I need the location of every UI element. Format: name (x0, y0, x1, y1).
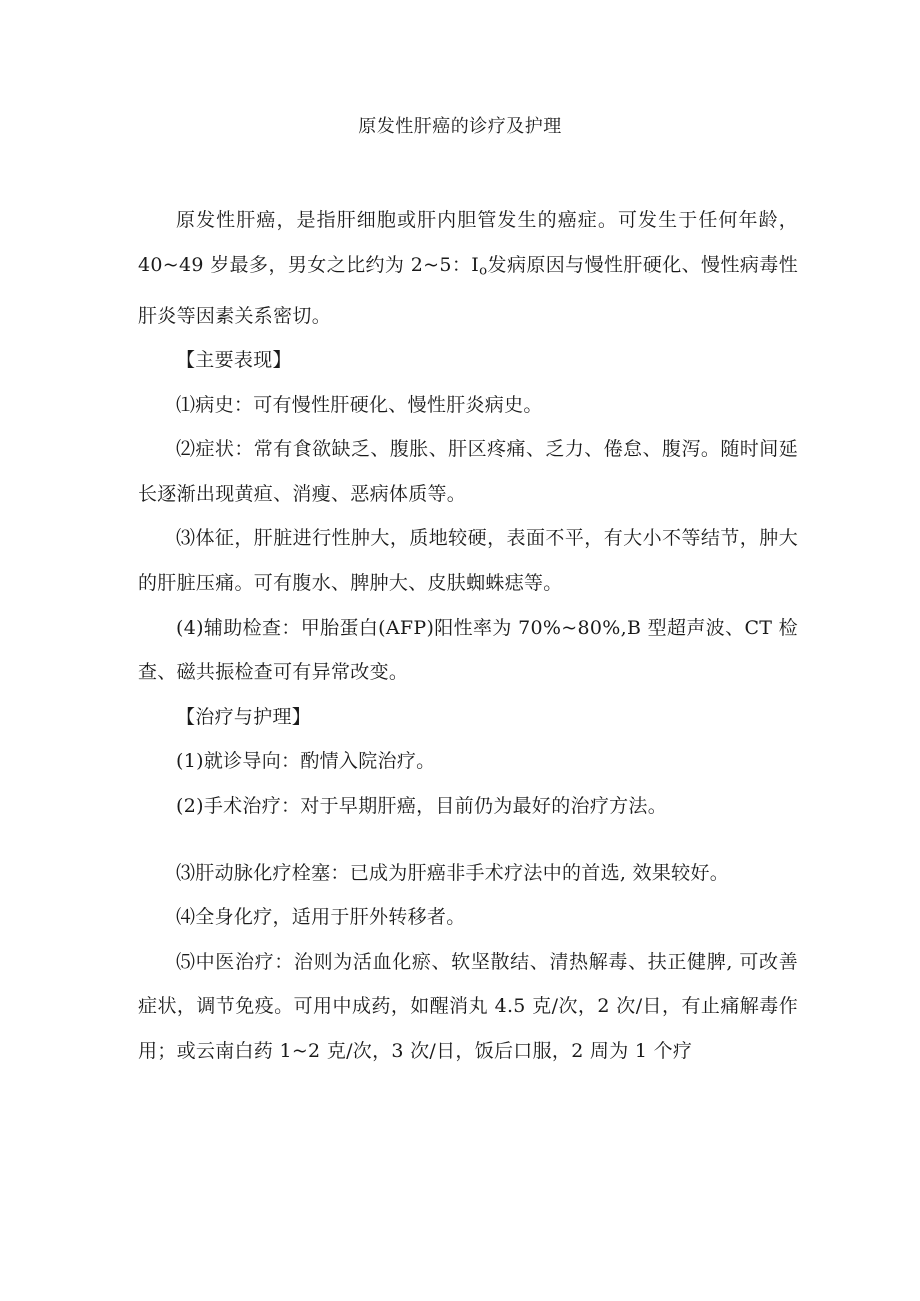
intro-text-b: 发病原因与慢性肝硬化、慢性病毒性肝炎等因素关系密切。 (138, 253, 798, 327)
section-heading-symptoms: 【主要表现】 (176, 349, 292, 372)
treatment-item-surgery: (2)手术治疗：对于早期肝癌，目前仍为最好的治疗方法。 (176, 795, 668, 818)
section-heading-treatment: 【治疗与护理】 (176, 705, 312, 728)
treatment-item-guidance: (1)就诊导向：酌情入院治疗。 (176, 750, 436, 773)
intro-paragraph (138, 198, 798, 338)
symptoms-item-symptoms: ⑵症状：常有食欲缺乏、腹胀、肝区疼痛、乏力、倦怠、腹泻。随时间延长逐渐出现黄疸、消瘦、恶病体质等。 (138, 438, 798, 505)
symptoms-item-tests: (4)辅助检查：甲胎蛋白(AFP)阳性率为 70%~80%,B 型超声波、CT 检查、磁共振检查可有异常改变。 (138, 616, 798, 684)
treatment-item-chemotherapy: ⑷全身化疗，适用于肝外转移者。 (176, 906, 466, 929)
document-title: 原发性肝癌的诊疗及护理 (358, 116, 562, 137)
symptoms-item-signs: ⑶体征，肝脏进行性肿大，质地较硬，表面不平，有大小不等结节，肿大的肝脏压痛。可有腹水、脾肿大、皮肤蜘蛛痣等。 (138, 527, 798, 595)
treatment-item-embolization: ⑶肝动脉化疗栓塞：已成为肝癌非手术疗法中的首选, 效果较好。 (176, 861, 730, 884)
symptoms-item-history: ⑴病史：可有慢性肝硬化、慢性肝炎病史。 (176, 393, 543, 416)
intro-subscript: o (479, 262, 488, 278)
document-body (138, 198, 798, 1074)
intro-text-a: 原发性肝癌，是指肝细胞或肝内胆管发生的癌症。可发生于任何年龄，40~49 岁最多，男女之比约为 2~5：I (138, 209, 798, 276)
treatment-item-tcm: ⑸中医治疗：治则为活血化瘀、软坚散结、清热解毒、扶正健脾, 可改善症状，调节免疫。可用中成药，如醒消丸 4.5 克/次，2 次/日，有止痛解毒作用；或云南白药 1~2 克/次，3 次/日，饭后口服，2 周为 1 个疗 (138, 950, 798, 1062)
